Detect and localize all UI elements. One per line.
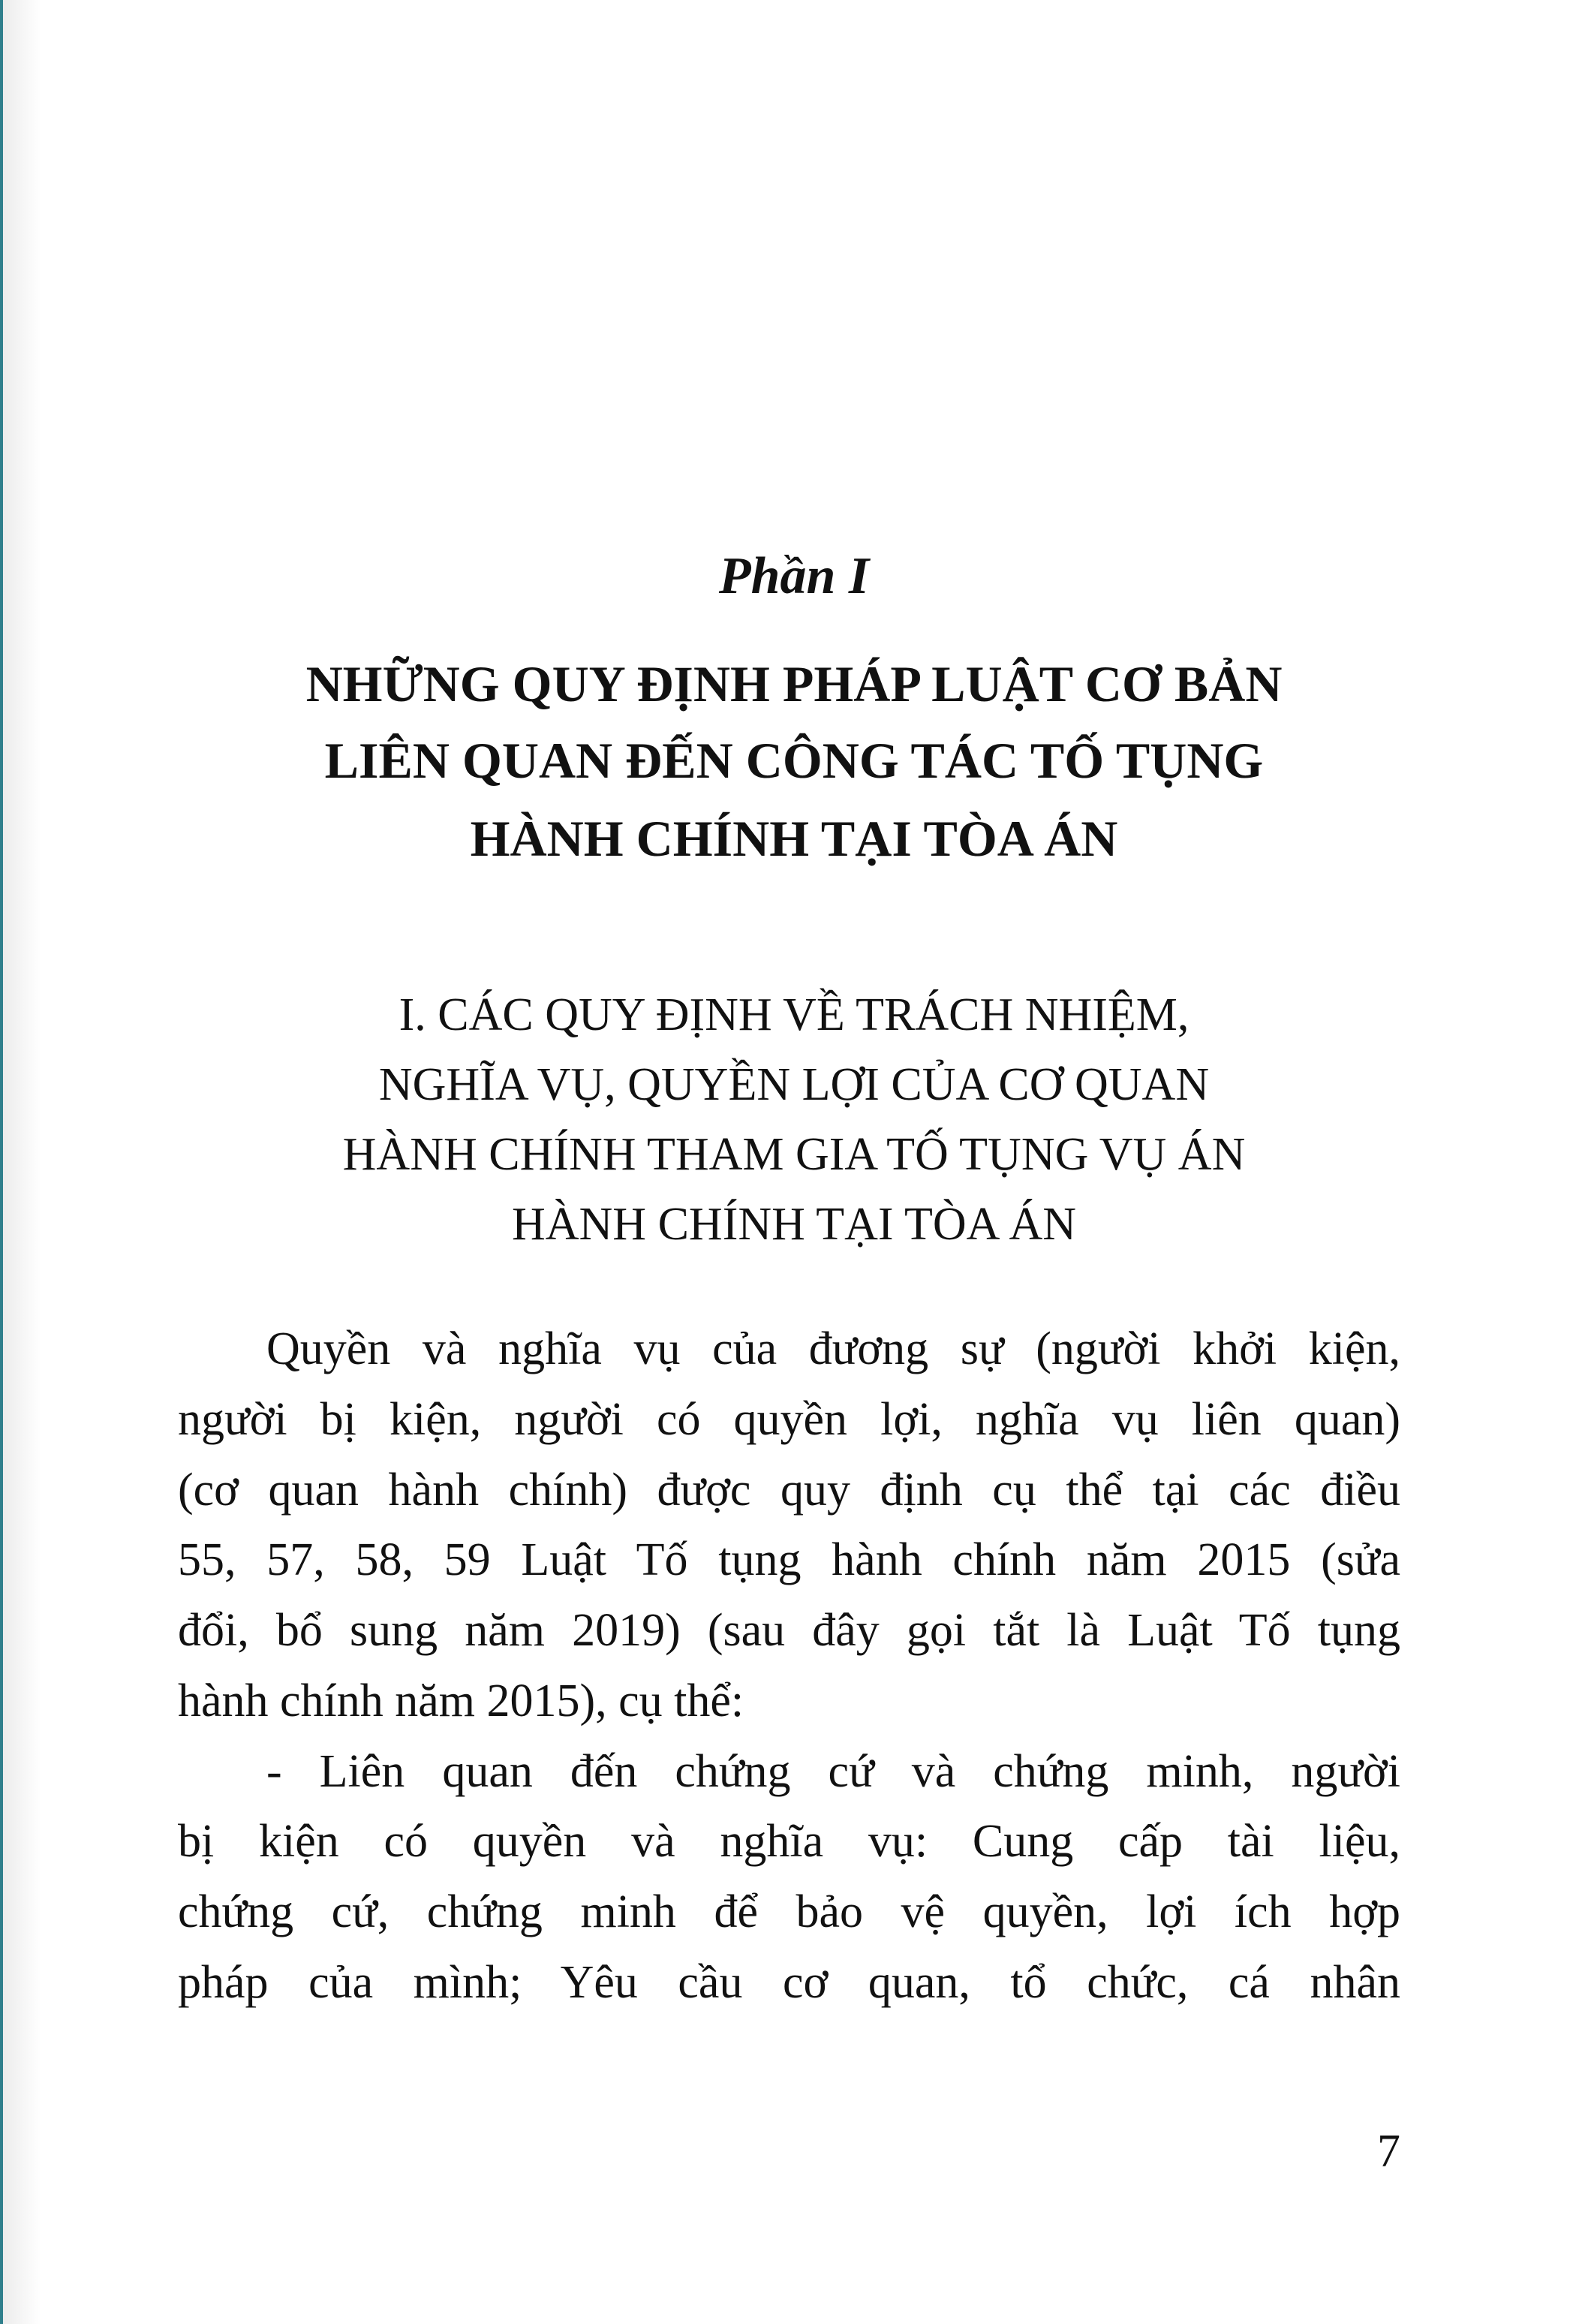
body-line: 55, 57, 58, 59 Luật Tố tụng hành chính năm 2015 (sửa [178,1534,1400,1585]
body-line: bị kiện có quyền và nghĩa vụ: Cung cấp tài liệu, [178,1816,1400,1867]
body-line: pháp của mình; Yêu cầu cơ quan, tổ chức, cá nhân [178,1957,1400,2008]
body-line: (cơ quan hành chính) được quy định cụ thể tại các điều [178,1465,1400,1516]
body-line: - Liên quan đến chứng cứ và chứng minh, người [266,1746,1400,1797]
body-line: Quyền và nghĩa vụ của đương sự (người khởi kiện, [266,1323,1400,1374]
body-line: đổi, bổ sung năm 2019) (sau đây gọi tắt là Luật Tố tụng [178,1605,1400,1656]
section-heading-line: HÀNH CHÍNH THAM GIA TỐ TỤNG VỤ ÁN [342,1129,1246,1180]
body-line: người bị kiện, người có quyền lợi, nghĩa vụ liên quan) [178,1394,1400,1445]
body-line: chứng cứ, chứng minh để bảo vệ quyền, lợi ích hợp [178,1886,1400,1937]
body-line: hành chính năm 2015), cụ thể: [178,1675,744,1726]
part-label: Phần I [718,547,870,605]
page-number: 7 [1377,2126,1400,2177]
section-heading-line: I. CÁC QUY ĐỊNH VỀ TRÁCH NHIỆM, [399,989,1189,1040]
section-heading-line: HÀNH CHÍNH TẠI TÒA ÁN [511,1199,1077,1250]
title-line: LIÊN QUAN ĐẾN CÔNG TÁC TỐ TỤNG [324,732,1264,789]
title-line: NHỮNG QUY ĐỊNH PHÁP LUẬT CƠ BẢN [305,655,1283,712]
title-line: HÀNH CHÍNH TẠI TÒA ÁN [470,810,1118,867]
section-heading-line: NGHĨA VỤ, QUYỀN LỢI CỦA CƠ QUAN [378,1059,1210,1110]
